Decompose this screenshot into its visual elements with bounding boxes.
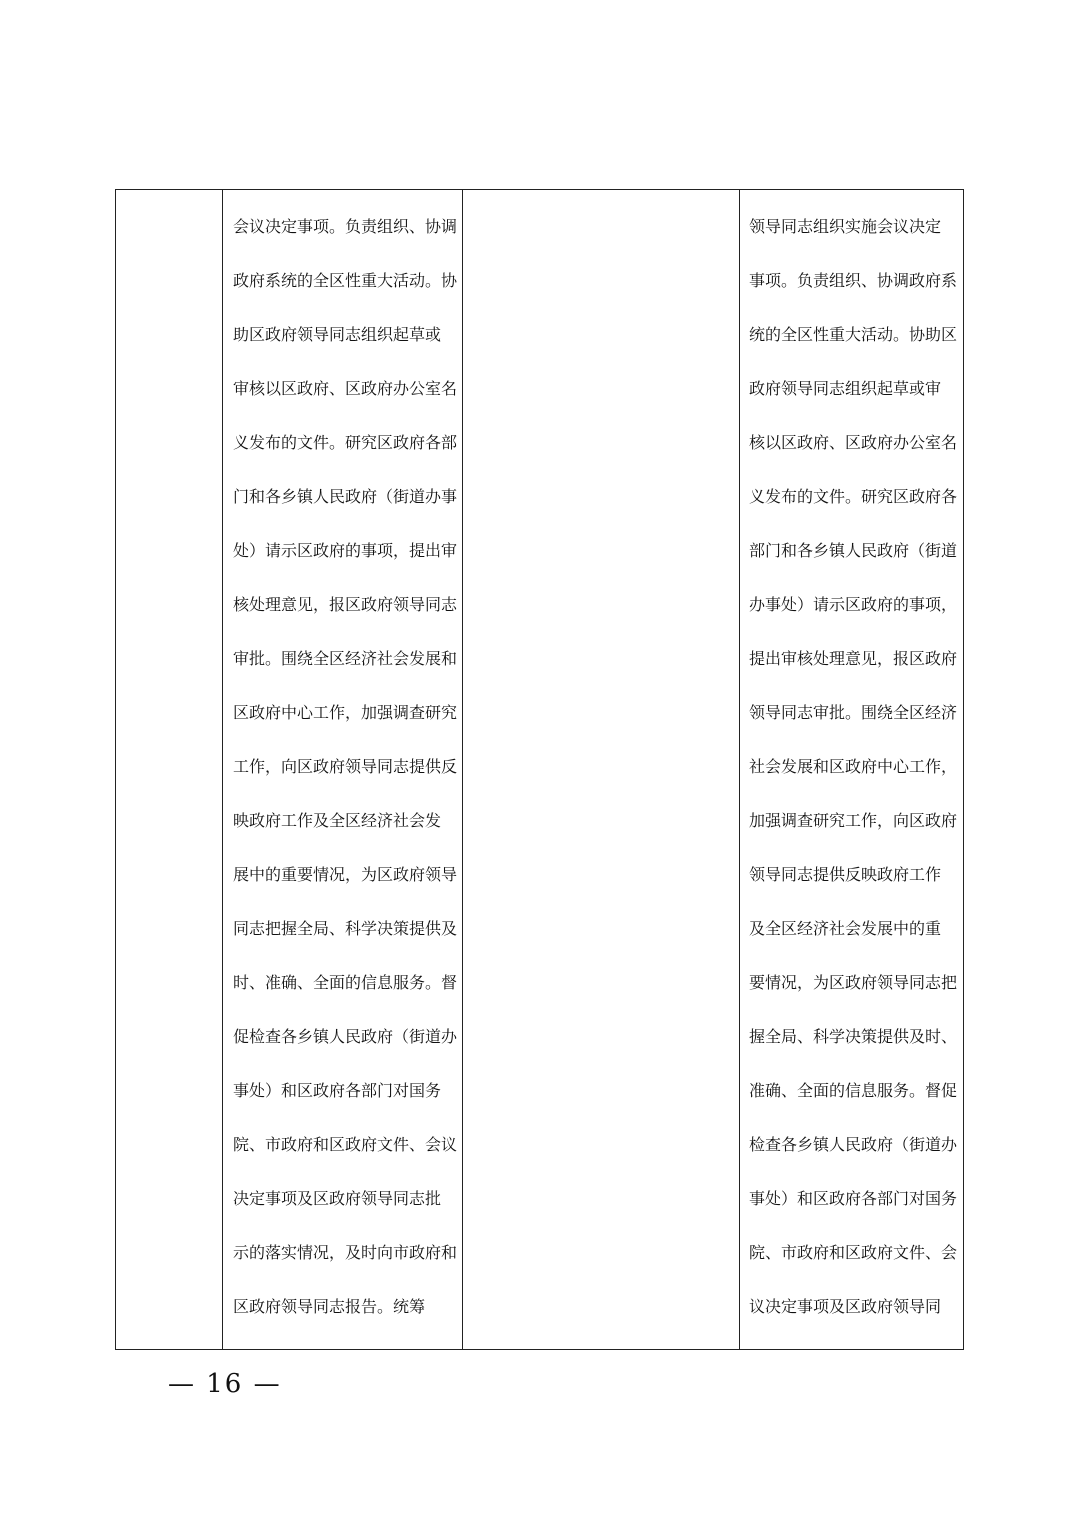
text-line: 统的全区性重大活动。协助区	[749, 325, 958, 344]
text-line: 院、市政府和区政府文件、会	[749, 1243, 958, 1262]
text-line: 检查各乡镇人民政府（街道办	[749, 1135, 958, 1154]
text-line: 加强调查研究工作，向区政府	[749, 811, 958, 830]
text-line: 助区政府领导同志组织起草或	[233, 325, 442, 344]
text-line: 决定事项及区政府领导同志批	[233, 1189, 442, 1208]
text-line: 义发布的文件。研究区政府各	[749, 487, 958, 506]
responsibility-table	[115, 189, 964, 1350]
text-line: 要情况，为区政府领导同志把	[749, 973, 958, 992]
text-line: 核以区政府、区政府办公室名	[749, 433, 958, 452]
text-line: 处）请示区政府的事项，提出审	[233, 541, 458, 560]
table-cell-original-duties	[223, 190, 463, 1350]
text-line: 政府系统的全区性重大活动。协	[233, 271, 458, 290]
cell-text	[740, 190, 963, 1349]
text-line: 院、市政府和区政府文件、会议	[233, 1135, 458, 1154]
text-line: 领导同志提供反映政府工作	[749, 865, 942, 884]
text-line: 区政府中心工作，加强调查研究	[233, 703, 458, 722]
text-line: 会议决定事项。负责组织、协调	[233, 217, 458, 236]
text-line: 及全区经济社会发展中的重	[749, 919, 942, 938]
text-line: 准确、全面的信息服务。督促	[749, 1081, 958, 1100]
text-line: 时、准确、全面的信息服务。督	[233, 973, 458, 992]
text-line: 门和各乡镇人民政府（街道办事	[233, 487, 458, 506]
table-cell-adjusted-duties	[740, 190, 964, 1350]
text-line: 展中的重要情况，为区政府领导	[233, 865, 458, 884]
cell-text	[463, 190, 739, 215]
text-line: 议决定事项及区政府领导同	[749, 1297, 942, 1316]
cell-text	[223, 190, 462, 1349]
table-cell-category	[116, 190, 223, 1350]
text-line: 工作，向区政府领导同志提供反	[233, 757, 458, 776]
text-line: 审核以区政府、区政府办公室名	[233, 379, 458, 398]
page-number: — 16 —	[168, 1369, 282, 1399]
text-line: 事项。负责组织、协调政府系	[749, 271, 958, 290]
text-line: 社会发展和区政府中心工作，	[749, 757, 958, 776]
text-line: 部门和各乡镇人民政府（街道	[749, 541, 958, 560]
text-line: 映政府工作及全区经济社会发	[233, 811, 442, 830]
text-line: 区政府领导同志报告。统筹	[233, 1297, 426, 1316]
table-cell-adjustment	[463, 190, 740, 1350]
cell-text	[116, 190, 222, 215]
text-line: 提出审核处理意见，报区政府	[749, 649, 958, 668]
text-line: 领导同志审批。围绕全区经济	[749, 703, 958, 722]
text-line: 事处）和区政府各部门对国务	[233, 1081, 442, 1100]
text-line: 示的落实情况，及时向市政府和	[233, 1243, 458, 1262]
text-line: 促检查各乡镇人民政府（街道办	[233, 1027, 458, 1046]
text-line: 同志把握全局、科学决策提供及	[233, 919, 458, 938]
text-line: 审批。围绕全区经济社会发展和	[233, 649, 458, 668]
text-line: 领导同志组织实施会议决定	[749, 217, 942, 236]
text-line: 握全局、科学决策提供及时、	[749, 1027, 958, 1046]
text-line: 义发布的文件。研究区政府各部	[233, 433, 458, 452]
table-row	[116, 190, 964, 1350]
text-line: 办事处）请示区政府的事项，	[749, 595, 958, 614]
text-line: 事处）和区政府各部门对国务	[749, 1189, 958, 1208]
text-line: 政府领导同志组织起草或审	[749, 379, 942, 398]
text-line: 核处理意见，报区政府领导同志	[233, 595, 458, 614]
